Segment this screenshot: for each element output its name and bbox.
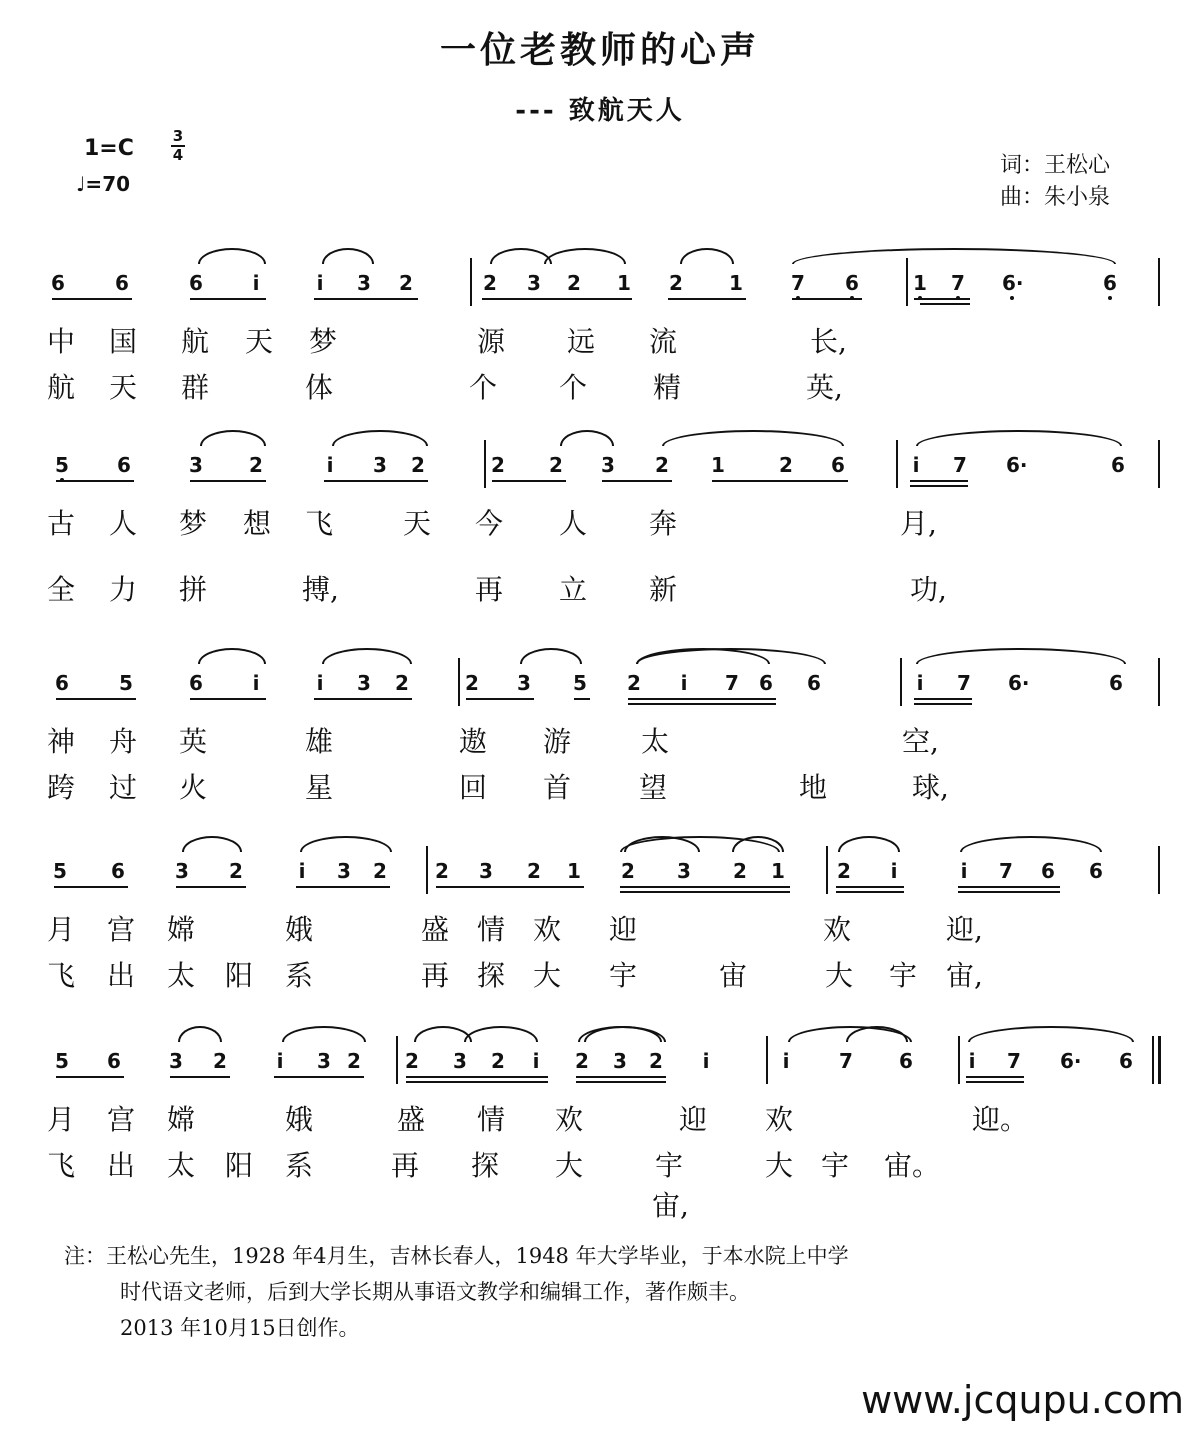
note: 6·: [1006, 453, 1028, 477]
lyric-syllable: 迎,: [946, 913, 983, 946]
barline: [900, 658, 902, 706]
lyric-syllable: 航: [180, 325, 209, 358]
note: 1: [711, 453, 725, 477]
note: 6: [117, 453, 131, 477]
lyric-syllable: 搏,: [302, 573, 339, 606]
barline: [1152, 1036, 1154, 1084]
lyric-syllable: 探: [470, 1149, 499, 1182]
lyric-syllable: 遨: [458, 725, 487, 758]
underline: [628, 698, 776, 700]
lyric-syllable: 娥: [284, 1103, 313, 1136]
slur: [332, 430, 428, 446]
lyric-syllable: 梦: [178, 507, 207, 540]
note: 2: [395, 671, 409, 695]
underline: [190, 480, 266, 482]
double-underline: [966, 1081, 1024, 1083]
lyric-syllable: 人: [108, 507, 137, 540]
lyric-syllable: 再: [420, 959, 449, 992]
note: 5: [119, 671, 133, 695]
note: 3: [373, 453, 387, 477]
lyric-syllable: 空,: [902, 725, 939, 758]
note: 6: [807, 671, 821, 695]
note: 6: [189, 671, 203, 695]
lyric-syllable: 再: [474, 573, 503, 606]
lyric-syllable: 神: [46, 725, 75, 758]
underline: [574, 698, 590, 700]
lyric-syllable: 娥: [284, 913, 313, 946]
note: 6: [1041, 859, 1055, 883]
lyric-syllable: 力: [108, 573, 137, 606]
note: 7: [839, 1049, 853, 1073]
lyric-syllable: 盛: [396, 1103, 425, 1136]
slur: [282, 1026, 366, 1042]
song-subtitle: --- 致航天人: [515, 96, 685, 126]
staff-system: [0, 856, 1200, 1006]
slur: [300, 836, 392, 852]
note: 1: [910, 268, 930, 298]
footnote-line-2: 时代语文老师，后到大学长期从事语文教学和编辑工作，著作颇丰。: [120, 1280, 750, 1304]
lyric-syllable: 功,: [910, 573, 947, 606]
lyric-syllable: 天: [244, 325, 273, 358]
staff-system: [0, 450, 1200, 606]
time-signature-top: 3: [172, 127, 184, 145]
lyric-syllable: 远: [566, 325, 595, 358]
time-signature: [168, 128, 188, 164]
footnote-line-1: 注：王松心先生，1928 年4月生，吉林长春人，1948 年大学毕业，于本水院上中学: [64, 1244, 849, 1268]
double-underline: [910, 485, 968, 487]
lyric-syllable: 首: [542, 771, 571, 804]
note: 2: [465, 671, 479, 695]
note: 2: [567, 271, 581, 295]
lyric-syllable: 宙: [718, 959, 747, 992]
lyric-syllable: 迎: [678, 1103, 707, 1136]
staff-system: [0, 268, 1200, 418]
note: i: [968, 1049, 976, 1073]
slur: [520, 648, 582, 664]
note: 1: [729, 271, 743, 295]
note: 2: [229, 859, 243, 883]
note: 6: [831, 453, 845, 477]
lyric-syllable: 宫: [106, 1103, 135, 1136]
note: 3: [517, 671, 531, 695]
barline: [958, 1036, 960, 1084]
lyric-syllable: 飞: [46, 959, 75, 992]
note: 6: [899, 1049, 913, 1073]
underline: [668, 298, 746, 300]
note: i: [316, 271, 324, 295]
underline: [966, 1076, 1024, 1078]
note: 3: [357, 271, 371, 295]
underline: [176, 886, 246, 888]
note: 6: [107, 1049, 121, 1073]
slur: [838, 836, 900, 852]
underline: [482, 298, 632, 300]
lyric-syllable: 拼: [178, 573, 207, 606]
lyric-syllable: 想: [242, 507, 271, 540]
lyric-syllable: 个: [468, 371, 497, 404]
note: 6: [55, 671, 69, 695]
note: 6: [759, 671, 773, 695]
note: 7: [957, 671, 971, 695]
barline: [426, 846, 428, 894]
note: 3: [169, 1049, 183, 1073]
lyric-syllable: 欢: [822, 913, 851, 946]
slur: [464, 1026, 538, 1042]
note: 6: [189, 271, 203, 295]
barline: [896, 440, 898, 488]
staff-system: [0, 668, 1200, 818]
note: i: [252, 671, 260, 695]
note: 2: [405, 1049, 419, 1073]
double-underline: [576, 1081, 666, 1083]
lyric-syllable: 国: [108, 325, 137, 358]
lyric-syllable: 阳: [224, 1149, 253, 1182]
barline: [1158, 846, 1160, 894]
note: 3: [613, 1049, 627, 1073]
underline: [436, 886, 584, 888]
note: 1: [617, 271, 631, 295]
lyric-syllable: 月: [46, 1103, 75, 1136]
note: 2: [213, 1049, 227, 1073]
slur: [560, 430, 614, 446]
lyric-syllable: 立: [558, 573, 587, 606]
lyric-syllable: 个: [558, 371, 587, 404]
note: 6: [1100, 268, 1120, 298]
underline: [56, 698, 136, 700]
double-underline: [914, 703, 972, 705]
lyric-syllable: 嫦: [166, 913, 195, 946]
note: 2: [527, 859, 541, 883]
lyric-syllable: 跨: [46, 771, 75, 804]
note: 3: [175, 859, 189, 883]
double-underline: [628, 703, 776, 705]
note: 3: [527, 271, 541, 295]
barline: [458, 658, 460, 706]
lyric-syllable: 阳: [224, 959, 253, 992]
note: 2: [347, 1049, 361, 1073]
underline: [792, 298, 862, 300]
slur: [182, 836, 242, 852]
lyric-syllable: 望: [638, 771, 667, 804]
note: i: [960, 859, 968, 883]
underline: [492, 480, 566, 482]
lyric-syllable: 体: [304, 371, 333, 404]
note: 7: [948, 268, 968, 298]
note: 2: [411, 453, 425, 477]
key-signature: 1=C: [84, 136, 134, 161]
lyricist-credit: 词：王松心: [1000, 153, 1111, 178]
lyric-syllable: 流: [648, 325, 677, 358]
footnote: [64, 1238, 1144, 1346]
slur: [198, 248, 266, 264]
lyric-syllable: 英,: [806, 371, 843, 404]
lyric-syllable: 太: [640, 725, 669, 758]
note: 2: [837, 859, 851, 883]
slur: [490, 248, 552, 264]
underline: [466, 698, 534, 700]
slur: [178, 1026, 222, 1042]
slur: [916, 648, 1126, 664]
note: 3: [189, 453, 203, 477]
note: 3: [677, 859, 691, 883]
site-watermark: www.jcqupu.com: [861, 1378, 1184, 1422]
lyric-syllable: 情: [476, 1103, 505, 1136]
lyric-syllable: 球,: [912, 771, 949, 804]
lyric-syllable: 大: [532, 959, 561, 992]
note: 7: [725, 671, 739, 695]
lyric-syllable: 新: [648, 573, 677, 606]
note: 2: [779, 453, 793, 477]
lyric-syllable: 全: [46, 573, 75, 606]
underline: [314, 698, 412, 700]
lyric-syllable: 宇宙,: [652, 1149, 689, 1222]
note: 2: [649, 1049, 663, 1073]
note: 7: [788, 268, 808, 298]
barline: [484, 440, 486, 488]
double-underline: [620, 891, 790, 893]
underline: [190, 698, 266, 700]
note: 6: [1119, 1049, 1133, 1073]
underline: [576, 1076, 666, 1078]
tempo-marking: ♩=70: [76, 172, 131, 196]
lyric-syllable: 天: [402, 507, 431, 540]
note: 7: [953, 453, 967, 477]
note: 2: [435, 859, 449, 883]
note: 2: [373, 859, 387, 883]
double-underline: [836, 891, 904, 893]
slur: [198, 648, 266, 664]
barline: [826, 846, 828, 894]
note: 5: [52, 450, 72, 480]
lyric-syllable: 火: [178, 771, 207, 804]
lyric-syllable: 飞: [46, 1149, 75, 1182]
slur: [544, 248, 626, 264]
lyric-syllable: 航: [46, 371, 75, 404]
lyric-syllable: 系: [284, 1149, 313, 1182]
note: 2: [549, 453, 563, 477]
slur: [792, 248, 1116, 264]
note: i: [912, 453, 920, 477]
note: 3: [479, 859, 493, 883]
double-underline: [406, 1081, 548, 1083]
note: 1: [771, 859, 785, 883]
lyric-syllable: 宇: [888, 959, 917, 992]
lyric-syllable: 大: [764, 1149, 793, 1182]
underline: [54, 886, 128, 888]
underline: [602, 480, 672, 482]
barline: [1158, 1036, 1161, 1084]
note: i: [680, 671, 688, 695]
lyric-syllable: 情: [476, 913, 505, 946]
note: 2: [669, 271, 683, 295]
lyric-syllable: 盛: [420, 913, 449, 946]
lyric-syllable: 雄: [304, 725, 333, 758]
slur: [322, 648, 412, 664]
note: 7: [999, 859, 1013, 883]
underline: [914, 298, 970, 300]
note: 6: [51, 271, 65, 295]
lyric-syllable: 欢: [554, 1103, 583, 1136]
lyric-syllable: 月,: [900, 507, 937, 540]
note: 2: [491, 453, 505, 477]
lyric-syllable: 宇: [820, 1149, 849, 1182]
note: 5: [573, 671, 587, 695]
underline: [274, 1076, 364, 1078]
lyric-syllable: 大: [824, 959, 853, 992]
note: 6: [115, 271, 129, 295]
lyric-syllable: 回: [458, 771, 487, 804]
barline: [906, 258, 908, 306]
lyric-syllable: 迎: [608, 913, 637, 946]
note: i: [298, 859, 306, 883]
underline: [190, 298, 266, 300]
lyric-syllable: 出: [106, 1149, 135, 1182]
barline: [1158, 258, 1160, 306]
lyric-syllable: 欢: [532, 913, 561, 946]
note: i: [916, 671, 924, 695]
lyric-syllable: 人: [558, 507, 587, 540]
note: 2: [621, 859, 635, 883]
double-underline: [958, 891, 1060, 893]
barline: [396, 1036, 398, 1084]
note: 2: [491, 1049, 505, 1073]
lyric-syllable: 天: [108, 371, 137, 404]
barline: [1158, 440, 1160, 488]
lyric-syllable: 今: [474, 507, 503, 540]
underline: [914, 698, 972, 700]
note: i: [782, 1049, 790, 1073]
note: 5: [53, 859, 67, 883]
lyric-syllable: 英: [178, 725, 207, 758]
note: i: [316, 671, 324, 695]
underline: [620, 886, 790, 888]
lyric-syllable: 出: [106, 959, 135, 992]
note: 7: [1007, 1049, 1021, 1073]
note: 2: [249, 453, 263, 477]
underline: [314, 298, 418, 300]
note: i: [890, 859, 898, 883]
note: 2: [655, 453, 669, 477]
barline: [766, 1036, 768, 1084]
underline: [712, 480, 848, 482]
note: 6: [111, 859, 125, 883]
note: 1: [567, 859, 581, 883]
lyric-syllable: 过: [108, 771, 137, 804]
lyric-syllable: 精: [652, 371, 681, 404]
lyric-syllable: 古: [46, 507, 75, 540]
lyric-syllable: 系: [284, 959, 313, 992]
lyric-syllable: 地: [798, 771, 827, 804]
note: 2: [627, 671, 641, 695]
note: 3: [337, 859, 351, 883]
note: i: [532, 1049, 540, 1073]
underline: [296, 886, 390, 888]
slur: [200, 430, 266, 446]
underline: [324, 480, 428, 482]
song-title: 一位老教师的心声: [439, 30, 760, 71]
lyric-syllable: 迎。: [972, 1103, 1029, 1136]
barline: [1158, 658, 1160, 706]
underline: [958, 886, 1060, 888]
lyric-syllable: 星: [304, 771, 333, 804]
double-underline: [920, 303, 970, 305]
note: 6·: [1008, 671, 1030, 695]
lyric-syllable: 太: [166, 1149, 195, 1182]
slur: [680, 248, 734, 264]
slur: [322, 248, 374, 264]
underline: [56, 1076, 124, 1078]
underline: [170, 1076, 230, 1078]
note: i: [702, 1049, 710, 1073]
note: 3: [357, 671, 371, 695]
lyric-syllable: 宫: [106, 913, 135, 946]
lyric-syllable: 再: [390, 1149, 419, 1182]
underline: [56, 480, 134, 482]
lyric-syllable: 奔: [648, 507, 677, 540]
note: 6: [1089, 859, 1103, 883]
note: 2: [733, 859, 747, 883]
note: 6·: [1002, 268, 1022, 298]
lyric-syllable: 中: [46, 325, 75, 358]
composer-credit: 曲：朱小泉: [1000, 185, 1111, 210]
lyric-syllable: 舟: [108, 725, 137, 758]
lyric-syllable: 群: [180, 371, 209, 404]
slur: [662, 430, 844, 446]
lyric-syllable: 梦: [308, 325, 337, 358]
lyric-syllable: 宙,: [946, 959, 983, 992]
note: 3: [601, 453, 615, 477]
lyric-syllable: 大: [554, 1149, 583, 1182]
note: 6: [842, 268, 862, 298]
note: 6·: [1060, 1049, 1082, 1073]
note: 2: [483, 271, 497, 295]
lyric-syllable: 太: [166, 959, 195, 992]
lyric-syllable: 飞: [304, 507, 333, 540]
note: 5: [55, 1049, 69, 1073]
lyric-syllable: 宇: [608, 959, 637, 992]
lyric-syllable: 月: [46, 913, 75, 946]
time-signature-bottom: 4: [172, 146, 184, 164]
note: 3: [317, 1049, 331, 1073]
slur: [960, 836, 1102, 852]
lyric-syllable: 宙。: [884, 1149, 941, 1182]
note: 2: [399, 271, 413, 295]
note: 6: [1109, 671, 1123, 695]
note: 6: [1111, 453, 1125, 477]
staff-system: [0, 1046, 1200, 1222]
footnote-line-3: 2013 年10月15日创作。: [120, 1316, 360, 1340]
barline: [470, 258, 472, 306]
lyric-syllable: 探: [476, 959, 505, 992]
note: i: [326, 453, 334, 477]
lyric-syllable: 嫦: [166, 1103, 195, 1136]
slur: [916, 430, 1122, 446]
underline: [406, 1076, 548, 1078]
lyric-syllable: 源: [476, 325, 505, 358]
lyric-syllable: 长,: [810, 325, 847, 358]
note: 2: [575, 1049, 589, 1073]
underline: [52, 298, 132, 300]
note: i: [276, 1049, 284, 1073]
slur: [968, 1026, 1134, 1042]
note: i: [252, 271, 260, 295]
note: 3: [453, 1049, 467, 1073]
lyric-syllable: 欢: [764, 1103, 793, 1136]
lyric-syllable: 游: [542, 725, 571, 758]
underline: [836, 886, 904, 888]
underline: [910, 480, 968, 482]
